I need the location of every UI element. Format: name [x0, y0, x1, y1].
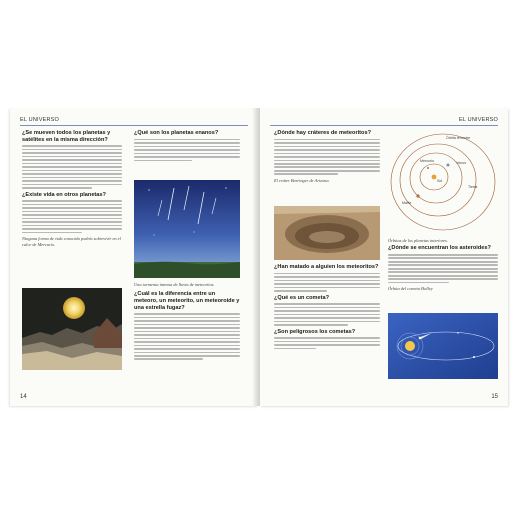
body-text: [274, 303, 380, 326]
orbit-label: Venus: [456, 161, 466, 165]
page-number: 14: [20, 394, 27, 400]
header-rule: [270, 125, 498, 126]
header-rule: [20, 125, 248, 126]
body-text: [274, 337, 380, 349]
body-text: [134, 313, 240, 360]
left-column-2: [134, 130, 240, 164]
alien-landscape-image: [22, 288, 122, 370]
halley-orbit-image: [388, 313, 498, 379]
caption-halley: Órbita del cometa Halley: [388, 286, 433, 292]
caption-meteor-shower: Una tormenta intensa de lluvia de meteoritos.: [134, 282, 215, 287]
heading-planets-same-direction: ¿Se mueven todos los planetas y satélites en la misma dirección?: [22, 130, 111, 143]
heading-life-other-planets: ¿Existe vida en otros planetas?: [22, 191, 106, 198]
orbit-label: Órbita terrestre: [446, 136, 471, 140]
heading-what-is-comet: ¿Qué es un cometa?: [274, 294, 330, 301]
body-text: [134, 139, 240, 162]
right-column-1: [274, 130, 380, 185]
running-header: EL UNIVERSO: [459, 117, 498, 123]
caption-crater: El cráter Barringer de Arizona.: [274, 178, 330, 184]
right-column-2: [388, 236, 498, 294]
right-page: [260, 108, 508, 406]
left-page: [10, 108, 258, 406]
heading-where-asteroids: ¿Dónde se encuentran los asteroides?: [388, 245, 491, 252]
caption-alien-landscape: Ninguna forma de vida conocida podría sobrevivir en el calor de Mercurio.: [22, 236, 121, 247]
heading-craters: ¿Dónde hay cráteres de meteoritos?: [274, 130, 371, 136]
body-text: [274, 273, 380, 292]
heading-comets-dangerous: ¿Son peligrosos los cometas?: [274, 328, 356, 335]
body-text: [22, 145, 122, 188]
body-text: [22, 200, 122, 233]
orbit-label: Mercurio: [420, 159, 434, 163]
heading-killed-by-meteorites: ¿Han matado a alguien los meteoritos?: [274, 264, 379, 270]
running-header: EL UNIVERSO: [20, 117, 59, 123]
body-text: [388, 254, 498, 283]
crater-image: [274, 206, 380, 260]
meteor-shower-image: [134, 180, 240, 278]
page-number: 15: [491, 394, 498, 400]
open-book: [10, 108, 508, 408]
heading-meteor-vs-shooting-star: ¿Cuál es la diferencia entre un meteoro, un meteorito, un meteoroide y una estrella fugaz?: [134, 291, 240, 311]
orbits-diagram: [388, 130, 498, 234]
heading-what-are-meteors: ¿Qué son los planetas enanos?: [134, 130, 219, 136]
left-column-1: [22, 130, 122, 249]
orbit-label: Sol: [437, 179, 443, 183]
body-text: [274, 139, 380, 175]
orbit-label: Marte: [402, 201, 412, 205]
left-column-2-lower: [134, 280, 240, 363]
orbit-label: Tierra: [468, 185, 478, 189]
caption-orbits: Órbitas de los planetas interiores.: [388, 238, 448, 243]
right-column-1-lower: [274, 264, 380, 352]
